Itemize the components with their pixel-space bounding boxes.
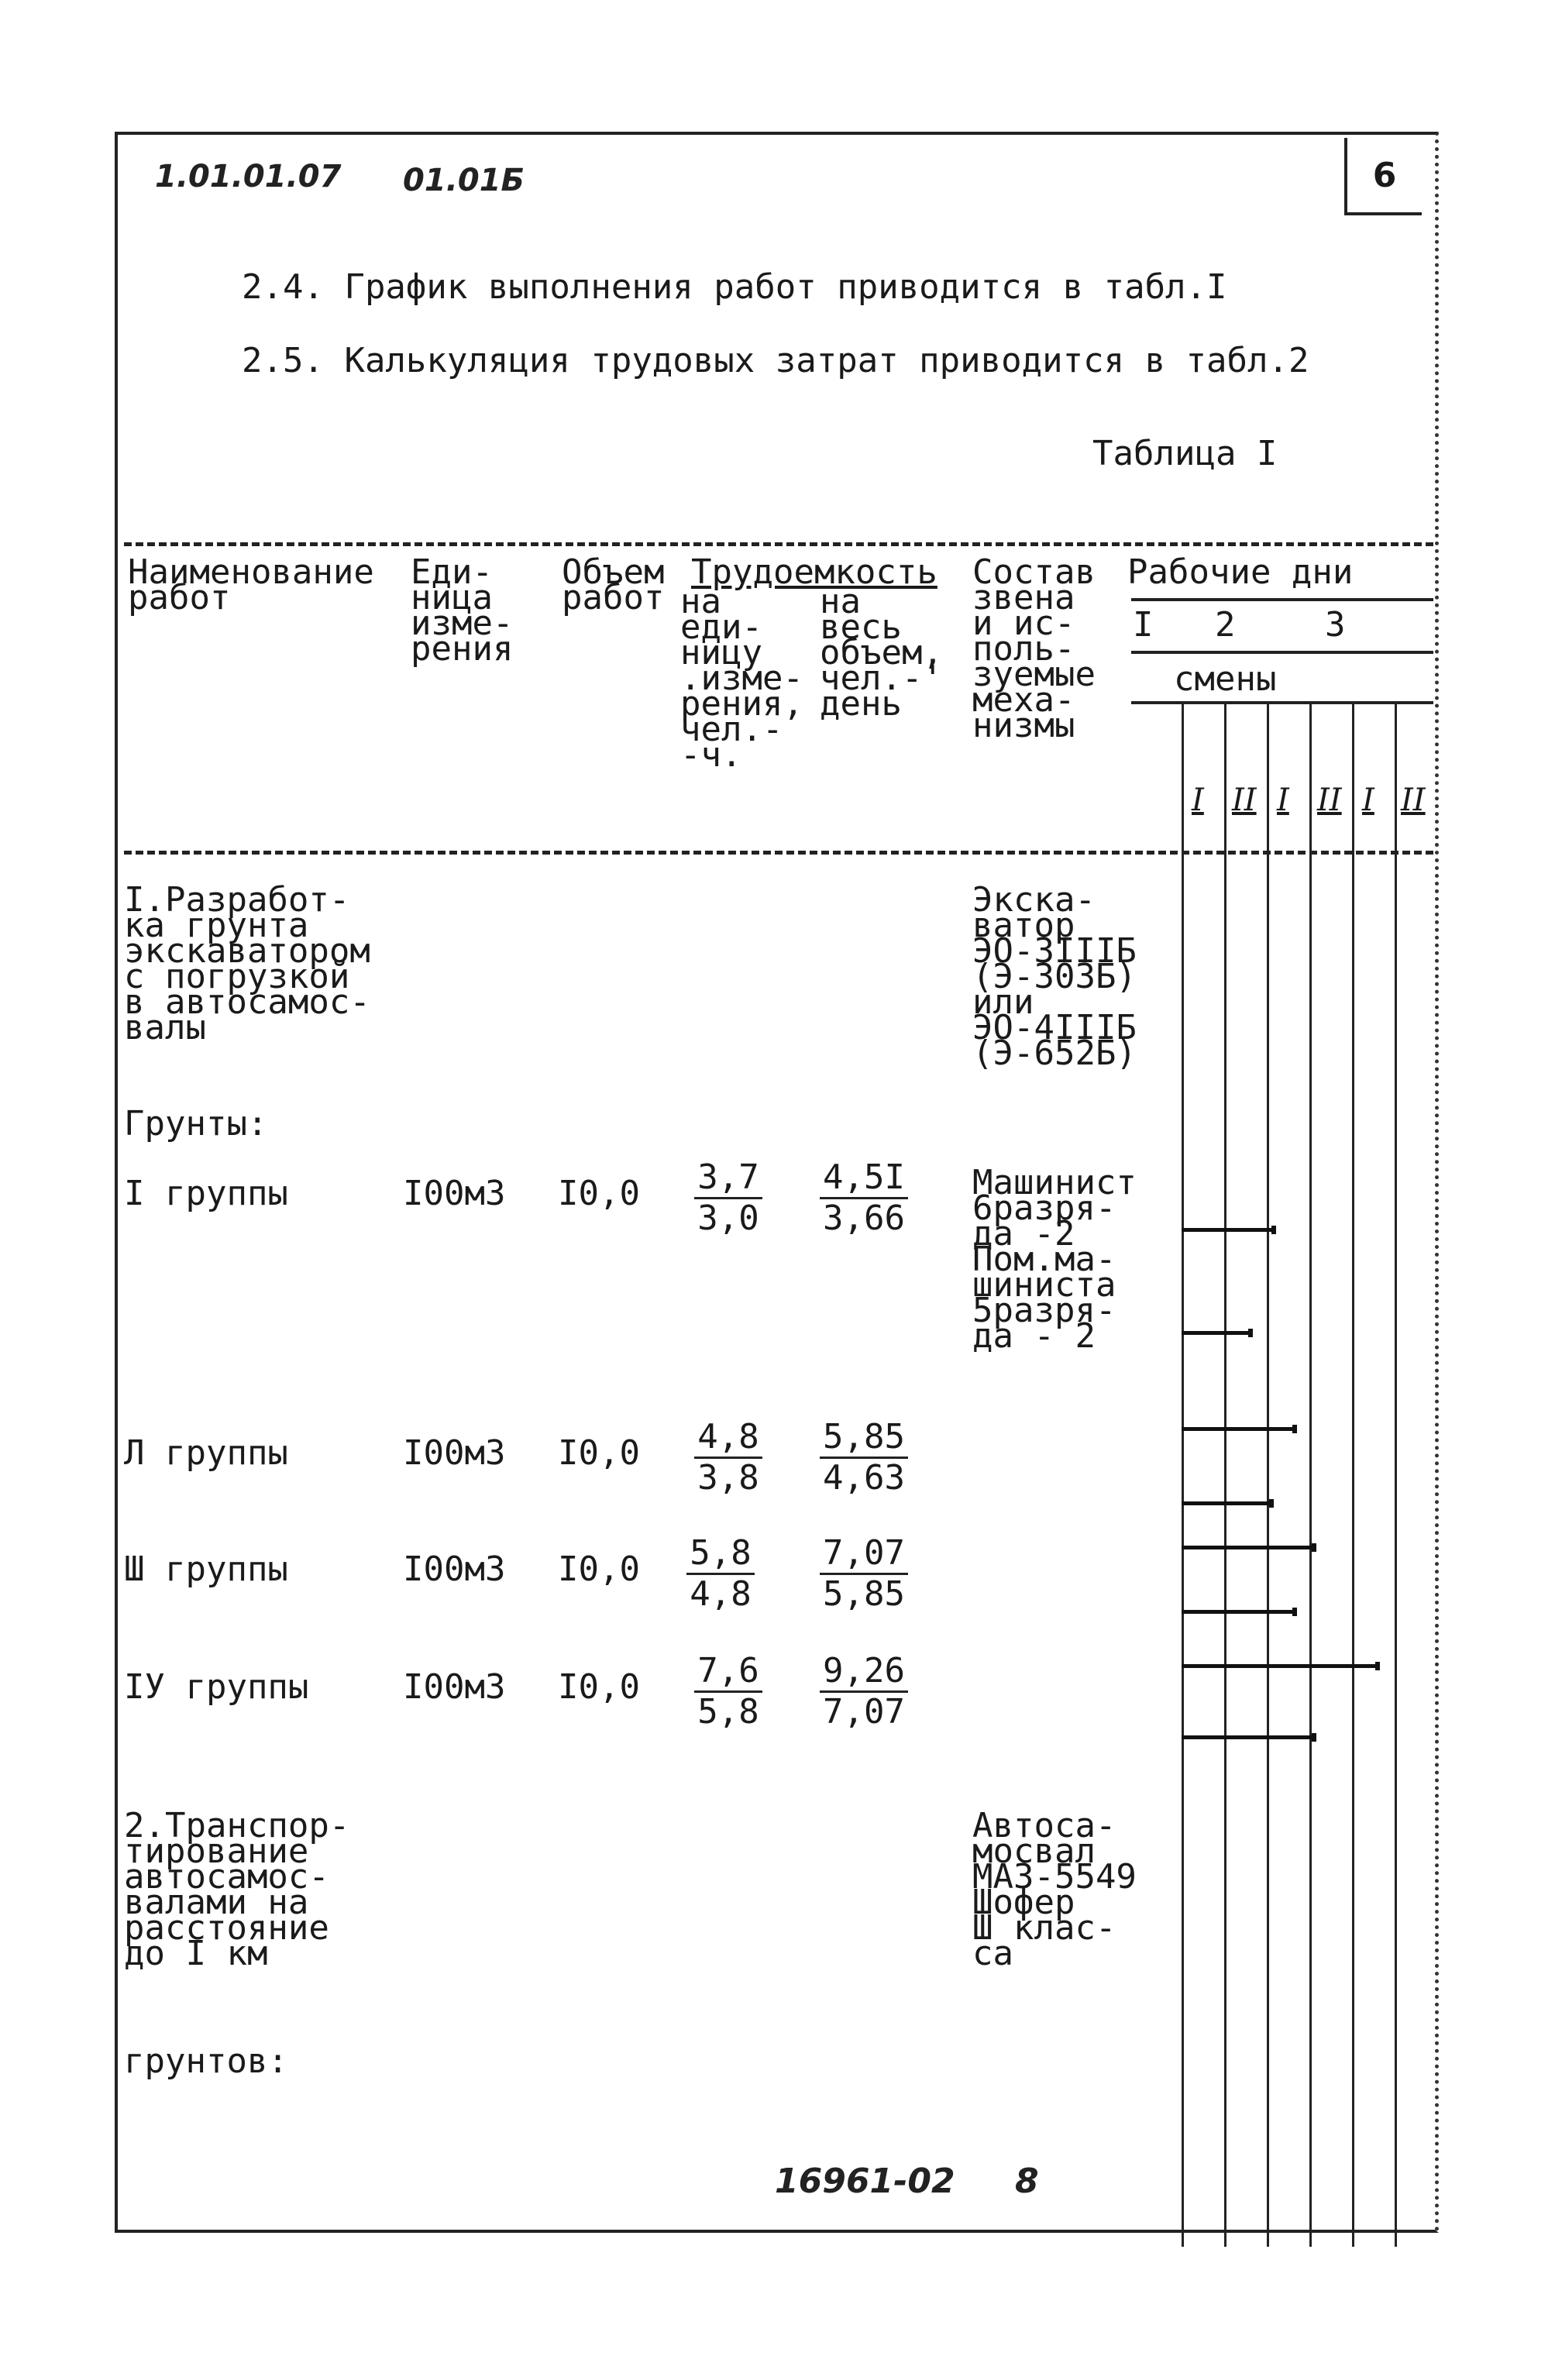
group-3-name: Ш группы [124,1549,288,1589]
document-code: 1.01.01.07 [155,159,342,194]
gantt-bar-group-1-assistant [1182,1331,1250,1335]
header-work-days: Рабочие дни [1127,552,1354,592]
header-day-1: I [1133,605,1154,645]
workdays-underline [1131,598,1433,601]
group-3-volume: I0,0 [558,1549,640,1589]
group-2-unit: I00м3 [403,1433,506,1473]
section-2-crew: Автоса- мосвал МАЗ-5549 Шофер Ш клас- са [972,1806,1137,1973]
header-labor-total: на весь объем, чел.-' день [820,582,943,724]
table-top-rule [124,542,1433,546]
gantt-bar-group-4-assistant [1182,1735,1313,1739]
gantt-grid-line [1352,701,1354,2247]
shift-label-d3-s1: I [1362,782,1374,818]
group-2-volume: I0,0 [558,1433,640,1473]
section-2-soils: грунтов: [124,2041,288,2081]
header-crew: Состав звена и ис- поль- зуемые меха- низмы [972,552,1096,745]
group-2-labor-per-unit: $\frac{4,8}{3,8}$ [682,1418,775,1498]
group-1-labor-per-unit: $\frac{3,7}{3,0}$ [682,1158,775,1238]
group-1-name: I группы [124,1174,288,1213]
days-underline [1131,651,1433,654]
shifts-underline [1131,701,1433,704]
shift-label-d2-s2: II [1317,782,1342,818]
group-1-crew: Машинист 6разря- да -2 Пом.ма- шиниста 5разря- да - 2 [972,1163,1137,1356]
group-4-labor-total: $\frac{9,26}{7,07}$ [814,1652,914,1732]
gantt-bar-group-2-assistant [1182,1501,1271,1505]
footer-number: 8 [1015,2162,1039,2201]
group-1-unit: I00м3 [403,1174,506,1213]
section-1-title: I.Разработ- ка грунта экскаватором с погрузкой в автосамос- валы [124,880,370,1047]
group-4-volume: I0,0 [558,1667,640,1707]
group-1-volume: I0,0 [558,1174,640,1213]
header-day-2: 2 [1215,605,1236,645]
table-header-bottom-rule [124,851,1433,855]
group-3-labor-per-unit: $\frac{5,8}{4,8}$ [670,1534,771,1614]
paragraph-2-4: 2.4. График выполнения работ приводится в табл.I [242,267,1227,307]
header-labor-per-unit: на еди- ницу .изме- рения, чел.- -ч. [680,582,803,775]
header-volume: Объем работ [562,552,665,617]
section-1-crew: Экска- ватор ЭО-3IIIБ (Э-303Б) или ЭО-4IIIБ (Э-652Б) [972,880,1137,1073]
page-number-box [1344,138,1422,215]
gantt-bar-group-3-assistant [1182,1610,1294,1614]
gantt-bar-group-2-excavator [1182,1427,1294,1431]
gantt-grid-line [1395,701,1397,2247]
header-unit: Еди- ница изме- рения [411,552,514,669]
gantt-grid-line [1182,701,1184,2247]
group-4-unit: I00м3 [403,1667,506,1707]
group-3-unit: I00м3 [403,1549,506,1589]
gantt-grid-line [1309,701,1312,2247]
group-3-labor-total: $\frac{7,07}{5,85}$ [814,1534,914,1614]
header-name: Наименование работ [128,552,374,617]
footer-stamp: 16961-02 [775,2162,955,2201]
gantt-grid-line [1224,701,1226,2247]
gantt-bar-group-1-excavator [1182,1228,1273,1232]
soils-label: Грунты: [124,1104,268,1144]
group-4-name: IУ группы [124,1667,309,1707]
group-2-name: Л группы [124,1433,288,1473]
group-2-labor-total: $\frac{5,85}{4,63}$ [814,1418,914,1498]
shift-label-d2-s1: I [1277,782,1289,818]
header-day-3: 3 [1325,605,1346,645]
gantt-bar-group-3-excavator [1182,1546,1313,1549]
gantt-grid-line [1267,701,1269,2247]
shift-label-d3-s2: II [1401,782,1426,818]
group-1-labor-total: $\frac{4,5I}{3,66}$ [814,1158,914,1238]
header-shifts: смены [1174,659,1277,699]
header-labor: Трудоемкость [691,552,937,592]
page-number: 6 [1372,155,1397,195]
gantt-bar-group-4-excavator [1182,1664,1377,1668]
shift-label-d1-s2: II [1232,782,1257,818]
group-4-labor-per-unit: $\frac{7,6}{5,8}$ [682,1652,775,1732]
paragraph-2-5: 2.5. Калькуляция трудовых затрат приводится в табл.2 [242,341,1309,380]
section-2-title: 2.Транспор- тирование автосамос- валами на расстояние до I км [124,1806,350,1973]
document-subcode: 01.01Б [403,163,525,198]
table-title: Таблица I [1092,434,1278,473]
shift-label-d1-s1: I [1192,782,1204,818]
